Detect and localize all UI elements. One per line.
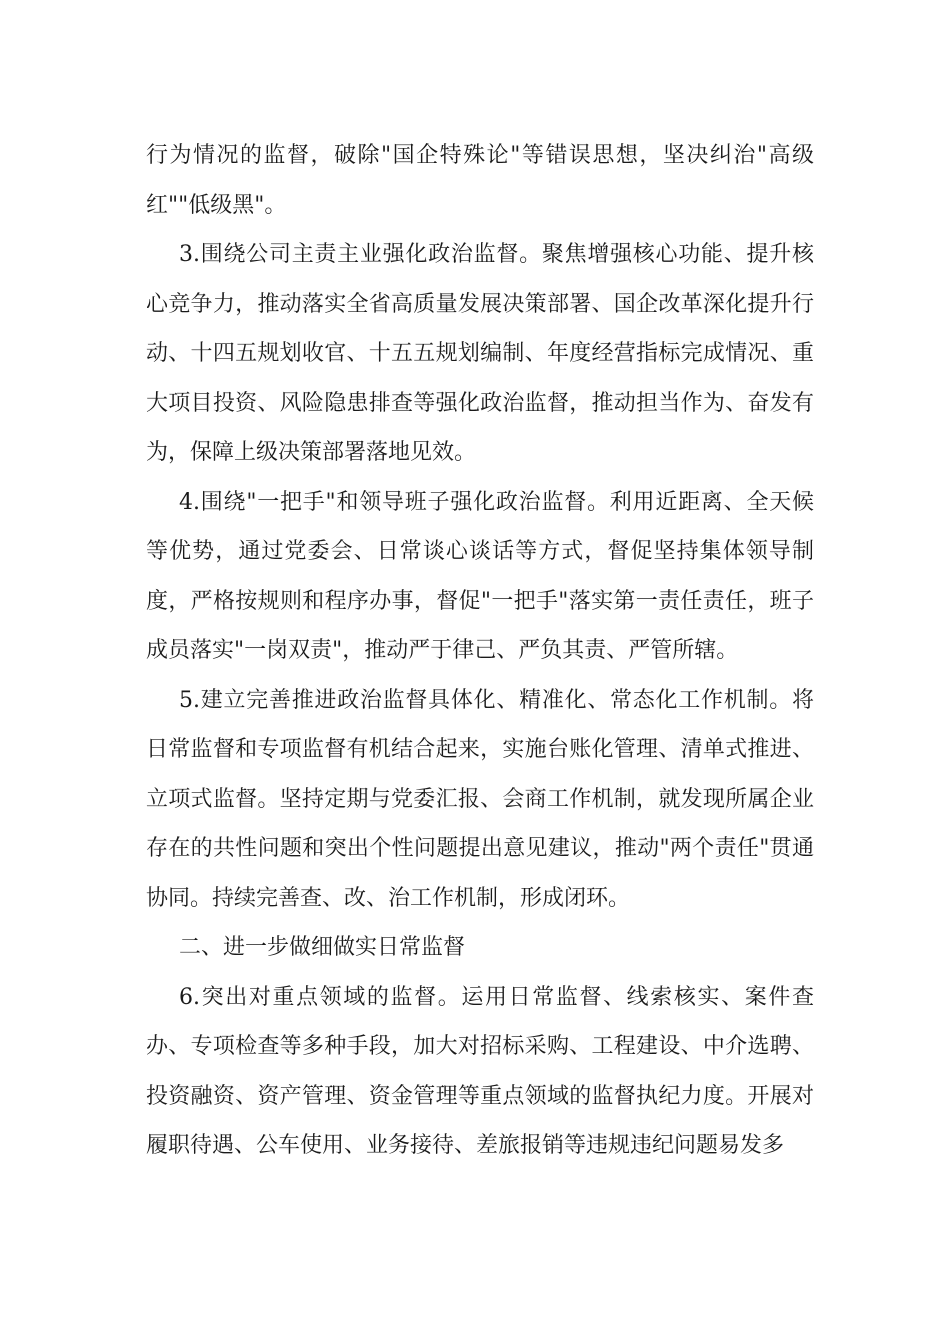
paragraph-3: 3.围绕公司主责主业强化政治监督。聚焦增强核心功能、提升核心竞争力，推动落实全省高质量发展决策部署、国企改革深化提升行动、十四五规划收官、十五五规划编制、年度经营指标完成情况、重大项目投资、风险隐患排查等强化政治监督，推动担当作为、奋发有为，保障上级决策部署落地见效。	[146, 242, 814, 465]
section-heading-2: 二、进一步做细做实日常监督	[179, 935, 466, 960]
paragraph-5: 5.建立完善推进政治监督具体化、精准化、常态化工作机制。将日常监督和专项监督有机结合起来，实施台账化管理、清单式推进、立项式监督。坚持定期与党委汇报、会商工作机制，就发现所属企业存在的共性问题和突出个性问题提出意见建议，推动"两个责任"贯通协同。持续完善查、改、治工作机制，形成闭环。	[146, 687, 814, 911]
paragraph-continuation: 行为情况的监督，破除"国企特殊论"等错误思想，坚决纠治"高级红""低级黑"。	[146, 143, 814, 218]
paragraph-6: 6.突出对重点领域的监督。运用日常监督、线索核实、案件查办、专项检查等多种手段，加大对招标采购、工程建设、中介选聘、投资融资、资产管理、资金管理等重点领域的监督执纪力度。开展对履职待遇、公车使用、业务接待、差旅报销等违规违纪问题易发多	[146, 984, 814, 1158]
document-body	[146, 131, 814, 1171]
paragraph-4: 4.围绕"一把手"和领导班子强化政治监督。利用近距离、全天候等优势，通过党委会、日常谈心谈话等方式，督促坚持集体领导制度，严格按规则和程序办事，督促"一把手"落实第一责任责任，班子成员落实"一岗双责"，推动严于律己、严负其责、严管所辖。	[146, 489, 814, 663]
